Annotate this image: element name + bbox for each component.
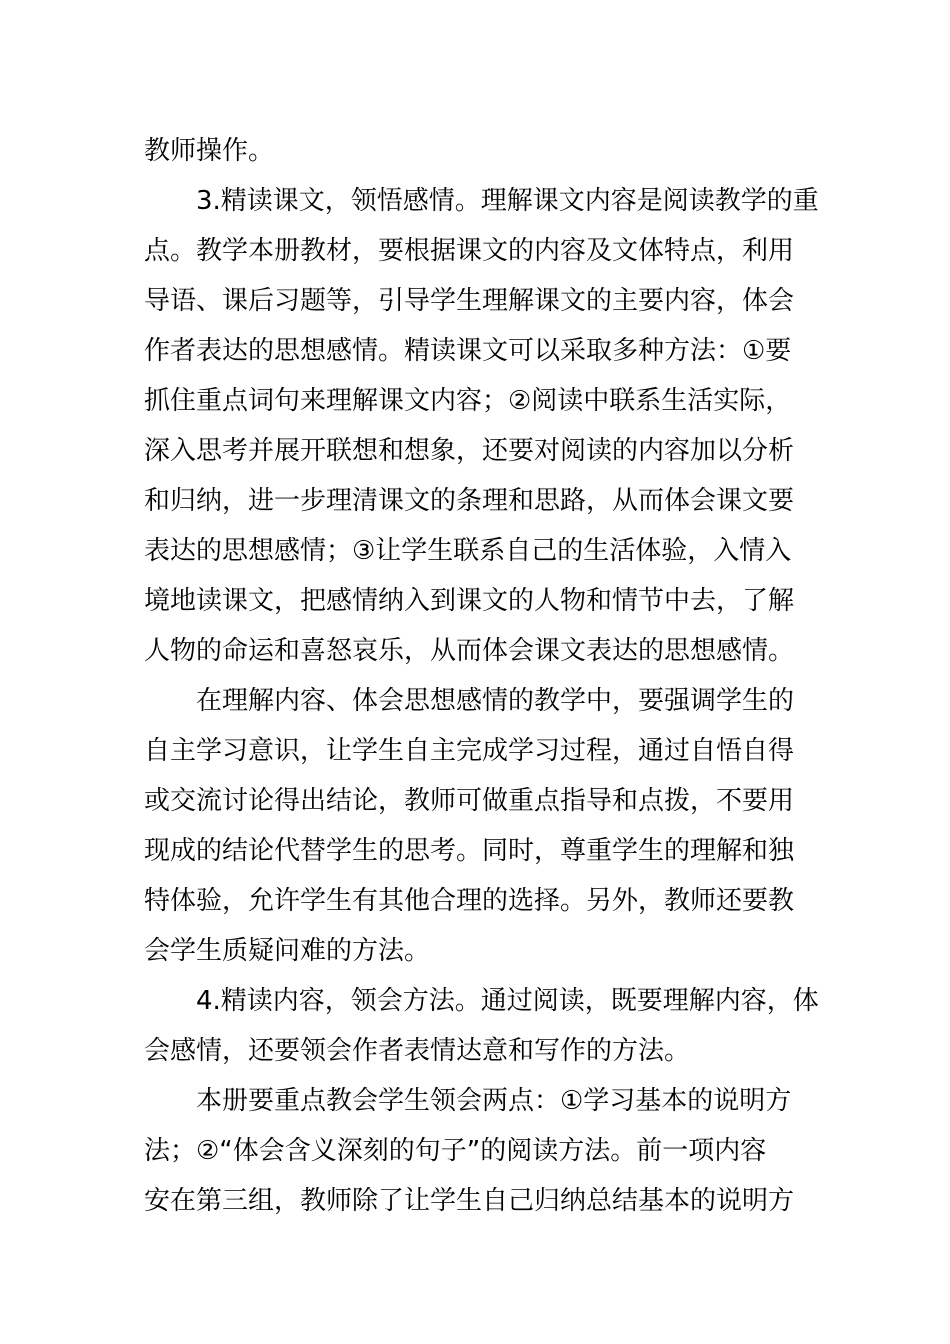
text-line: 人物的命运和喜怒哀乐，从而体会课文表达的思想感情。 <box>144 636 795 666</box>
text-line: 导语、课后习题等，引导学生理解课文的主要内容，体会 <box>144 286 795 316</box>
text-line: 和归纳，进一步理清课文的条理和思路，从而体会课文要 <box>144 486 795 516</box>
text-line: 特体验，允许学生有其他合理的选择。另外，教师还要教 <box>144 886 795 916</box>
text-line: 3.精读课文，领悟感情。理解课文内容是阅读教学的重 <box>196 186 819 216</box>
text-line: 表达的思想感情；③让学生联系自己的生活体验，入情入 <box>144 536 792 566</box>
text-line: 在理解内容、体会思想感情的教学中，要强调学生的 <box>196 686 795 716</box>
text-line: 4.精读内容，领会方法。通过阅读，既要理解内容，体 <box>196 986 819 1016</box>
text-line: 现成的结论代替学生的思考。同时，尊重学生的理解和独 <box>144 836 795 866</box>
text-line: 或交流讨论得出结论，教师可做重点指导和点拨，不要用 <box>144 786 795 816</box>
text-line: 本册要重点教会学生领会两点：①学习基本的说明方 <box>196 1086 792 1116</box>
text-line: 会感情，还要领会作者表情达意和写作的方法。 <box>144 1036 691 1066</box>
text-line: 法；②“体会含义深刻的句子”的阅读方法。前一项内容 <box>144 1136 767 1166</box>
text-line: 深入思考并展开联想和想象，还要对阅读的内容加以分析 <box>144 436 795 466</box>
text-line: 自主学习意识，让学生自主完成学习过程，通过自悟自得 <box>144 736 795 766</box>
text-line: 教师操作。 <box>144 136 275 166</box>
text-line: 安在第三组，教师除了让学生自己归纳总结基本的说明方 <box>144 1186 795 1216</box>
text-line: 作者表达的思想感情。精读课文可以采取多种方法：①要 <box>144 336 792 366</box>
body-text <box>144 126 819 1226</box>
text-line: 抓住重点词句来理解课文内容；②阅读中联系生活实际， <box>144 386 792 416</box>
text-line: 会学生质疑问难的方法。 <box>144 936 431 966</box>
text-line: 境地读课文，把感情纳入到课文的人物和情节中去，了解 <box>144 586 795 616</box>
text-line: 点。教学本册教材，要根据课文的内容及文体特点，利用 <box>144 236 795 266</box>
